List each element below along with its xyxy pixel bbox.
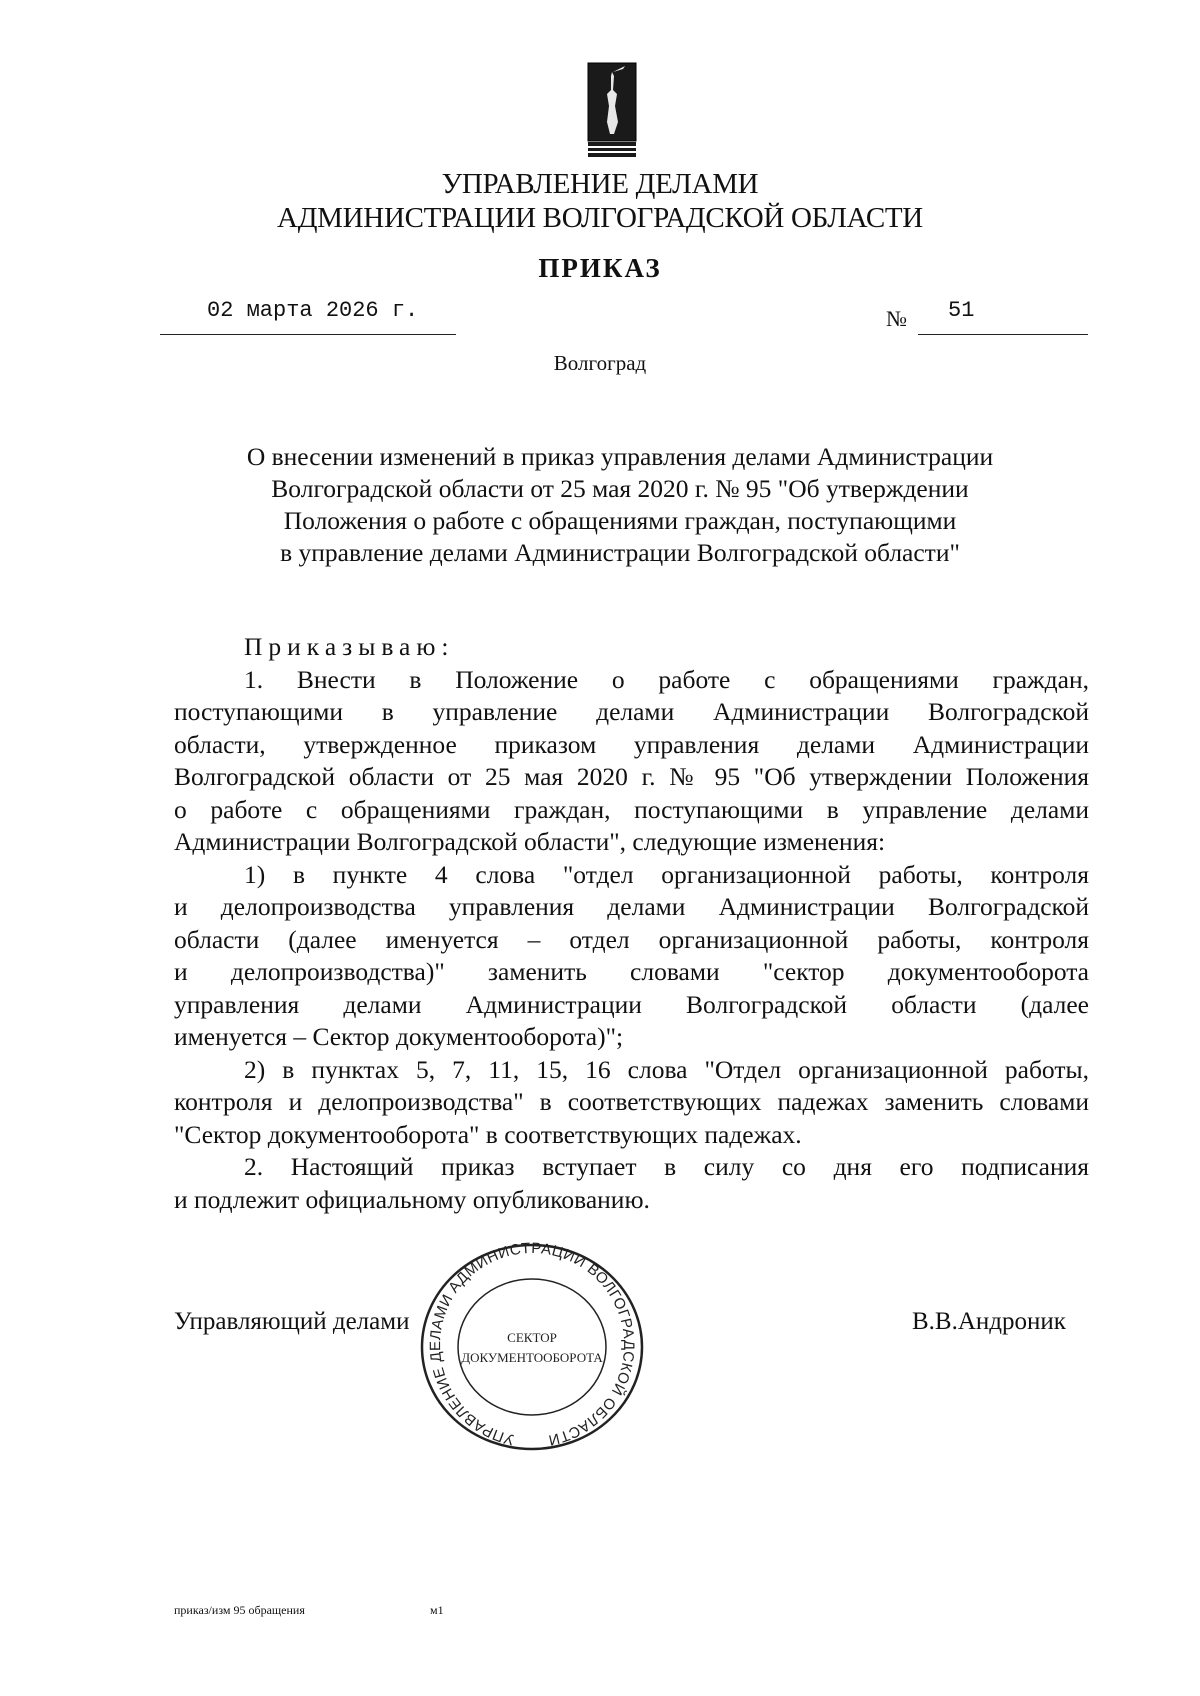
date-field [160, 294, 456, 335]
issuer-line-2: АДМИНИСТРАЦИИ ВОЛГОГРАДСКОЙ ОБЛАСТИ [277, 202, 923, 234]
order-word: Приказываю: [244, 632, 455, 661]
subject-line: Волгоградской области от 25 мая 2020 г. № 95 "Об утверждении [271, 474, 969, 503]
subject-title [160, 441, 1080, 569]
coat-of-arms-emblem [587, 62, 637, 158]
number-value: 51 [948, 298, 975, 323]
document-type: ПРИКАЗ [538, 253, 662, 283]
signatory-position: Управляющий делами [174, 1308, 410, 1335]
seal-center-line-2: ДОКУМЕНТООБОРОТА [461, 1350, 603, 1365]
body-line: управления делами Администрации Волгоградской области (далее [174, 989, 1089, 1019]
body-line: 2) в пунктах 5, 7, 11, 15, 16 слова "Отдел организационной работы, [244, 1054, 1089, 1084]
city: Волгоград [553, 351, 647, 375]
body-line: контроля и делопроизводства" в соответствующих падежах заменить словами [174, 1087, 1089, 1116]
body-line: области, утвержденное приказом управления делами Администрации [174, 729, 1089, 759]
body-line: и делопроизводства управления делами Администрации Волгоградской [174, 892, 1089, 921]
body-line: области (далее именуется – отдел организационной работы, контроля [174, 924, 1089, 954]
date-value: 02 марта 2026 г. [207, 298, 419, 323]
seal-outer-text: УПРАВЛЕНИЕ ДЕЛАМИ АДМИНИСТРАЦИИ ВОЛГОГРАДСКОЙ ОБЛАСТИ [427, 1239, 638, 1449]
body-line: "Сектор документооборота" в соответствующих падежах. [174, 1119, 802, 1149]
subject-line: в управление делами Администрации Волгоградской области" [280, 538, 960, 567]
body-line: 2. Настоящий приказ вступает в силу со дня его подписания [244, 1152, 1089, 1181]
official-seal [410, 1237, 655, 1457]
body-line: Волгоградской области от 25 мая 2020 г. № 95 "Об утверждении Положения [174, 762, 1089, 791]
body-line: именуется – Сектор документооборота)"; [174, 1022, 624, 1051]
body-line: о работе с обращениями граждан, поступающими в управление делами [174, 794, 1089, 824]
signatory-name: В.В.Андроник [912, 1308, 1066, 1335]
body-line: и подлежит официальному опубликованию. [174, 1184, 650, 1214]
body-line: 1. Внести в Положение о работе с обращениями граждан, [244, 664, 1089, 694]
issuer-line-1: УПРАВЛЕНИЕ ДЕЛАМИ [441, 168, 759, 200]
number-field [918, 294, 1088, 335]
body-line: 1) в пункте 4 слова "отдел организационной работы, контроля [244, 859, 1089, 889]
body-line: и делопроизводства)" заменить словами "сектор документооборота [174, 957, 1089, 986]
subject-line: О внесении изменений в приказ управления делами Администрации [246, 442, 994, 471]
body-line: поступающими в управление делами Администрации Волгоградской [174, 697, 1089, 726]
seal-center-line-1: СЕКТОР [507, 1330, 557, 1345]
footer-file-name: приказ/изм 95 обращения [174, 1603, 305, 1617]
order-body [174, 631, 1089, 1216]
number-sign: № [886, 306, 907, 331]
subject-line: Положения о работе с обращениями граждан, поступающими [283, 506, 957, 535]
footer-mark: м1 [430, 1603, 444, 1617]
body-line: Администрации Волгоградской области", следующие изменения: [174, 827, 886, 856]
